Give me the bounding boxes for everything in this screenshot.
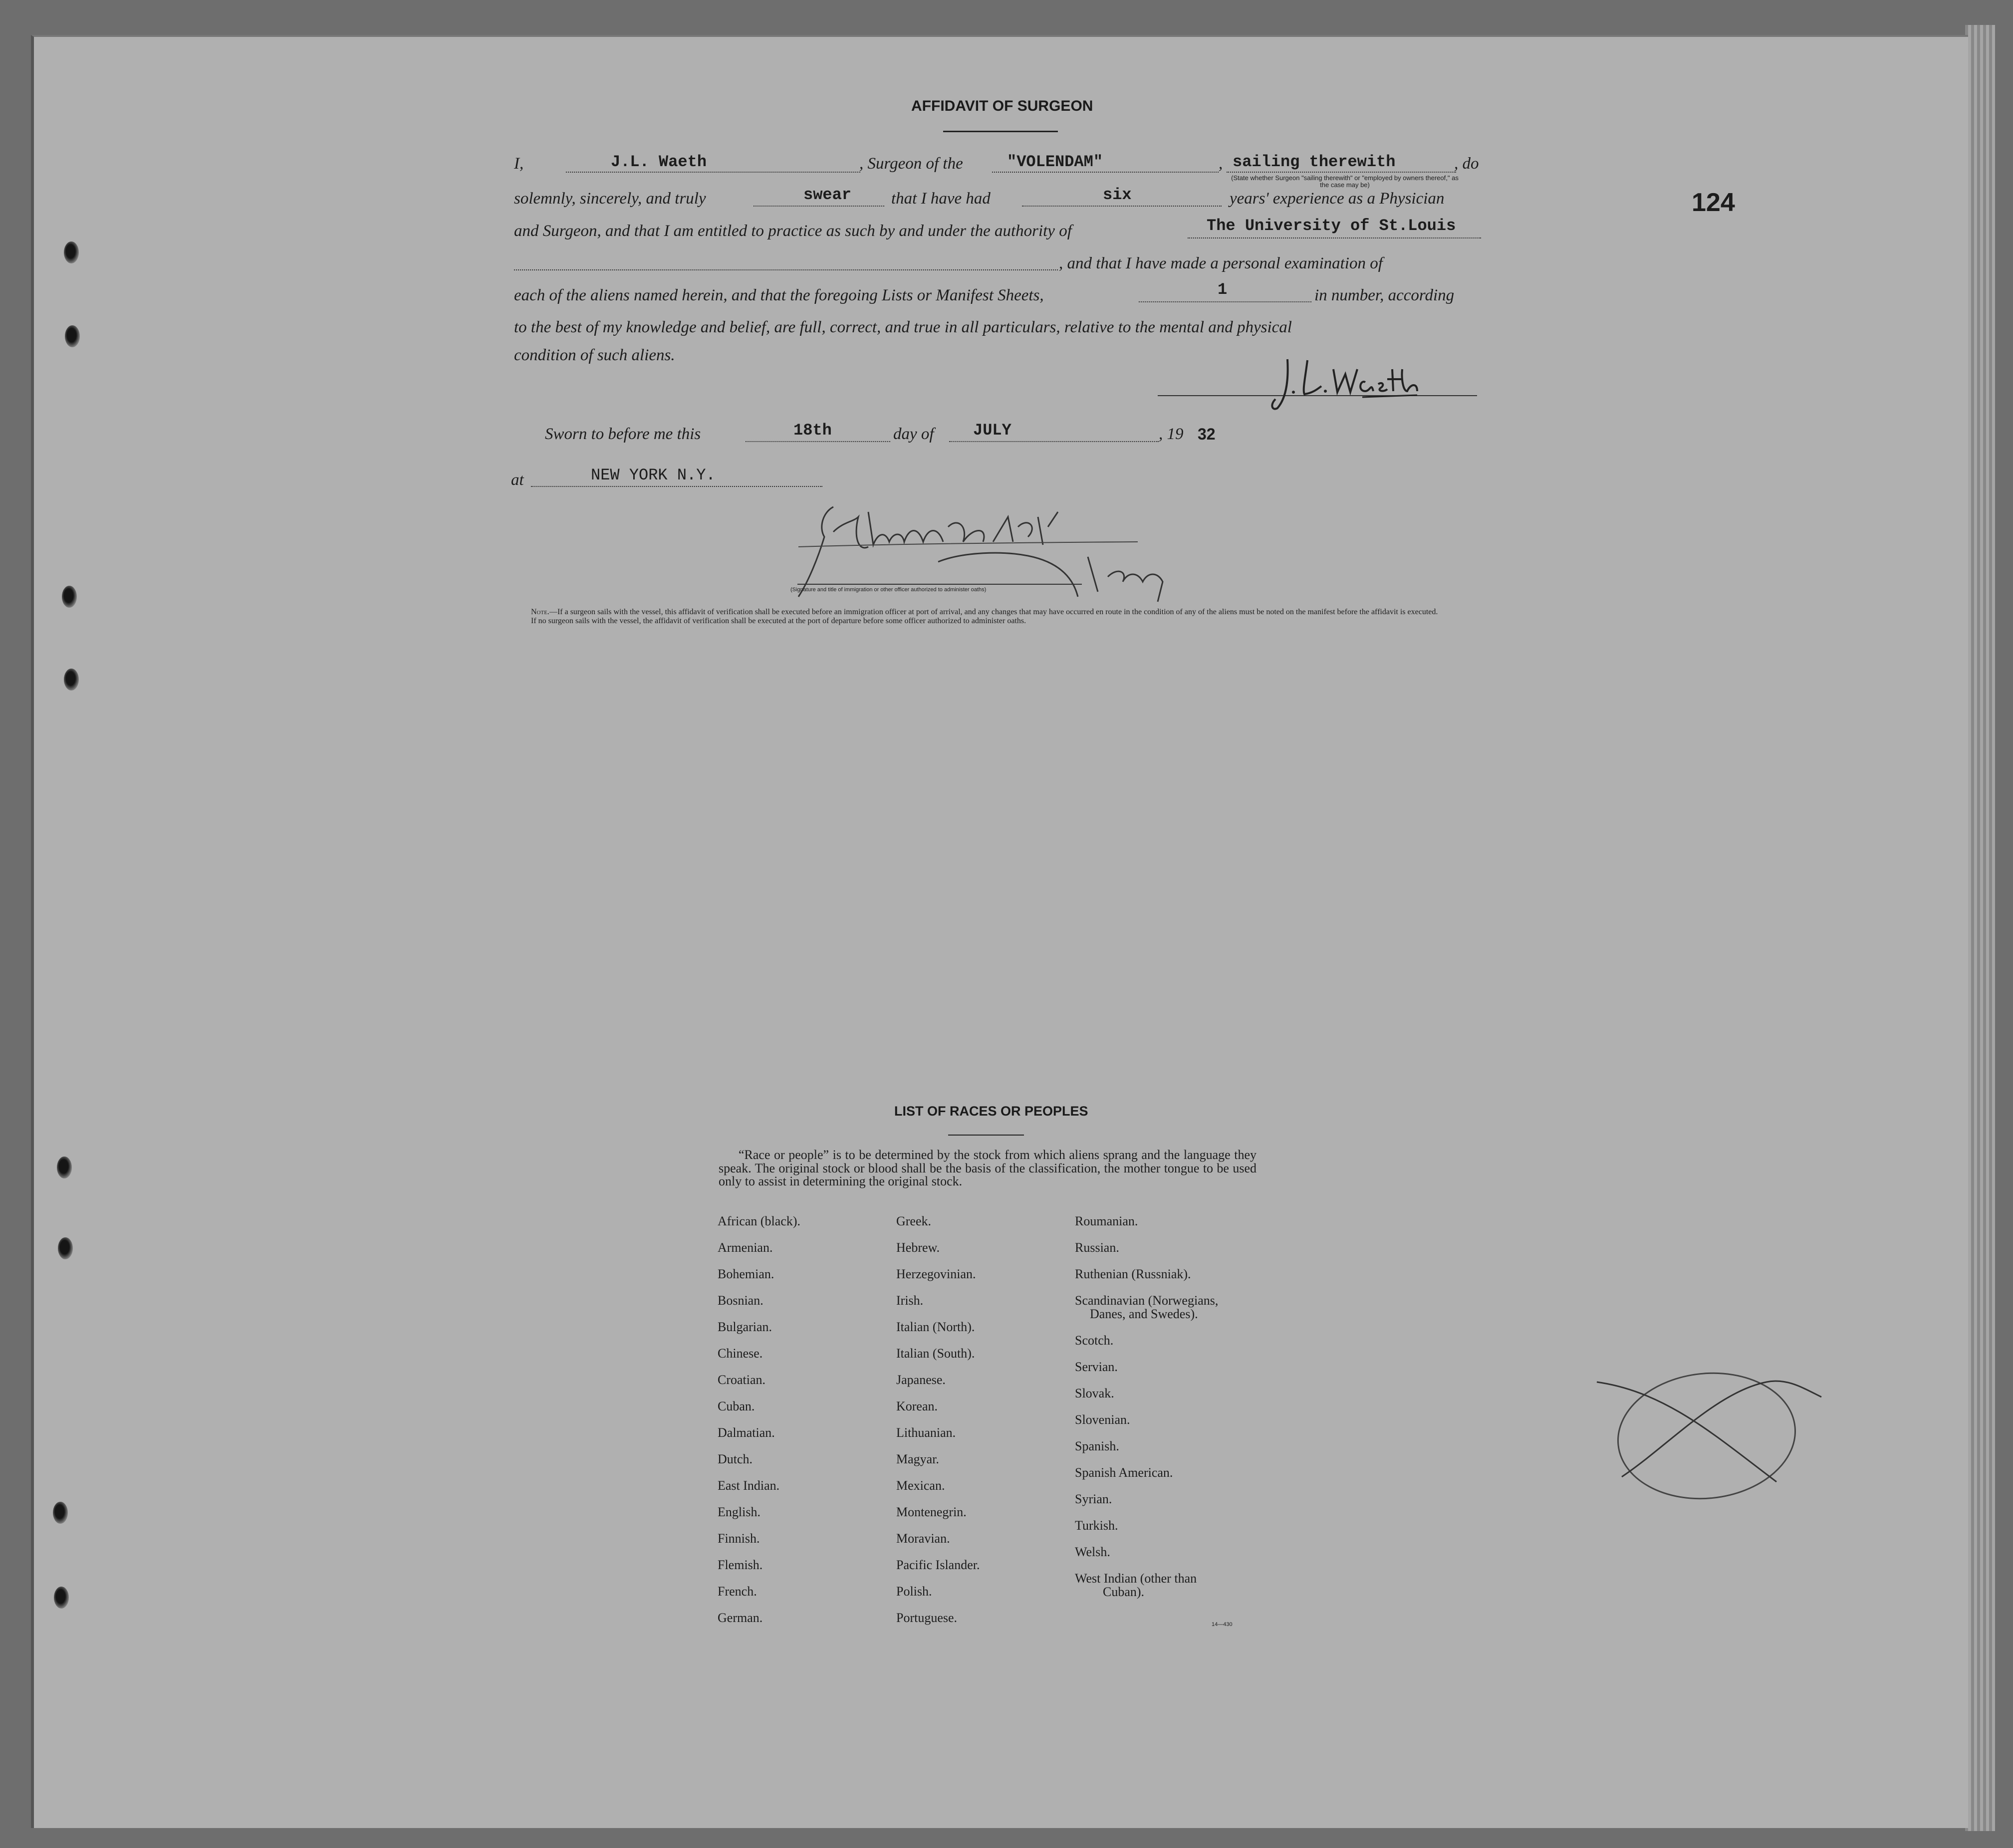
binder-hole — [65, 325, 80, 347]
sworn-place: NEW YORK N.Y. — [591, 466, 716, 484]
note-text-2: If no surgeon sails with the vessel, the affidavit of verification shall be executed at the port of departure before some officer authorized to administer oaths. — [531, 617, 1026, 626]
race-item: African (black). — [718, 1214, 801, 1228]
years-experience: six — [1103, 186, 1132, 204]
races-column-1 — [718, 1214, 800, 1637]
text: years' experience as a Physician — [1230, 190, 1445, 208]
race-item: Slovak. — [1075, 1386, 1114, 1400]
race-item: Portuguese. — [896, 1611, 958, 1625]
binder-hole — [62, 586, 77, 608]
race-item: Armenian. — [718, 1240, 773, 1255]
races-column-2 — [896, 1214, 980, 1637]
race-item: East Indian. — [718, 1478, 780, 1493]
race-item: Korean. — [896, 1399, 938, 1413]
fill-line — [1022, 206, 1222, 207]
race-item: Finnish. — [718, 1531, 760, 1546]
race-item: Servian. — [1075, 1360, 1118, 1374]
race-item: Bohemian. — [718, 1267, 774, 1281]
fill-line — [1139, 301, 1311, 302]
text: in number, according — [1314, 286, 1455, 304]
manifest-sheet-count: 1 — [1218, 280, 1228, 299]
race-item: English. — [718, 1505, 760, 1519]
fill-line — [531, 486, 822, 487]
race-item: Scandinavian (Norwegians, — [1075, 1293, 1219, 1308]
text: to the best of my knowledge and belief, are full, correct, and true in all particulars, relative to the mental and physical — [514, 318, 1292, 336]
race-item: Mexican. — [896, 1478, 945, 1493]
capacity-note: (State whether Surgeon "sailing therewith" or "employed by owners thereof," as the case may be) — [1231, 174, 1459, 189]
text: day of — [893, 425, 934, 443]
form-number: 14—430 — [1212, 1621, 1233, 1627]
race-item: West Indian (other than — [1075, 1571, 1197, 1586]
race-item: Dutch. — [718, 1452, 753, 1466]
race-item: Bulgarian. — [718, 1320, 772, 1334]
race-item: Slovenian. — [1075, 1412, 1130, 1427]
text: , and that I have made a personal examination of — [1059, 254, 1383, 272]
race-item: Moravian. — [896, 1531, 950, 1546]
race-item: Dalmatian. — [718, 1425, 775, 1440]
text: and Surgeon, and that I am entitled to practice as such by and under the authority of — [514, 222, 1072, 240]
surgeon-capacity: sailing therewith — [1233, 153, 1396, 171]
binder-hole — [58, 1237, 73, 1259]
race-item: Spanish American. — [1075, 1465, 1173, 1480]
surgeon-name: J.L. Waeth — [611, 153, 707, 171]
surgeon-signature — [1267, 349, 1437, 414]
race-item: Turkish. — [1075, 1518, 1118, 1533]
race-item: Herzegovinian. — [896, 1267, 976, 1281]
race-item: Montenegrin. — [896, 1505, 967, 1519]
sworn-year: 32 — [1198, 425, 1216, 443]
note-block — [511, 608, 1479, 626]
note-lead: Note. — [531, 608, 549, 616]
race-item: Syrian. — [1075, 1492, 1112, 1506]
race-item: Chinese. — [718, 1346, 763, 1361]
race-item: Pacific Islander. — [896, 1558, 980, 1572]
text: , Surgeon of the — [859, 155, 963, 173]
races-title: LIST OF RACES OR PEOPLES — [894, 1104, 1088, 1119]
binder-hole — [54, 1587, 69, 1609]
sworn-day: 18th — [793, 421, 832, 440]
race-item: Bosnian. — [718, 1293, 763, 1308]
text: solemnly, sincerely, and truly — [514, 190, 706, 208]
race-item: Danes, and Swedes). — [1090, 1307, 1198, 1321]
fill-line — [949, 441, 1159, 442]
oath-type: swear — [803, 186, 852, 204]
text: at — [511, 471, 524, 489]
race-item: Croatian. — [718, 1373, 766, 1387]
binder-hole — [53, 1502, 68, 1524]
fill-line — [992, 172, 1219, 173]
race-item: Polish. — [896, 1584, 932, 1599]
vessel-name: "VOLENDAM" — [1007, 153, 1103, 171]
text: condition of such aliens. — [514, 346, 675, 364]
page-stack-edge — [1965, 25, 1995, 1831]
affidavit-title: AFFIDAVIT OF SURGEON — [911, 98, 1093, 114]
race-item: Italian (South). — [896, 1346, 975, 1361]
page-number: 124 — [1692, 188, 1735, 217]
fill-line — [1227, 172, 1456, 173]
race-item: Ruthenian (Russniak). — [1075, 1267, 1191, 1281]
sworn-month: JULY — [973, 421, 1011, 440]
officer-caption: (Signature and title of immigration or other officer authorized to administer oaths) — [790, 587, 987, 593]
text: Sworn to before me this — [545, 425, 701, 443]
race-item: Russian. — [1075, 1240, 1119, 1255]
pencil-cross-mark — [1587, 1362, 1836, 1512]
races-title-underline — [948, 1135, 1024, 1136]
race-item: Welsh. — [1075, 1545, 1110, 1559]
race-item: Scotch. — [1075, 1333, 1114, 1348]
race-item: Greek. — [896, 1214, 932, 1228]
binder-hole — [64, 241, 79, 263]
race-item: Magyar. — [896, 1452, 939, 1466]
binder-hole — [64, 669, 79, 691]
text: I, — [514, 155, 524, 173]
race-item: Irish. — [896, 1293, 924, 1308]
race-item: French. — [718, 1584, 757, 1599]
race-item: Hebrew. — [896, 1240, 940, 1255]
note-text-1: —If a surgeon sails with the vessel, this affidavit of verification shall be executed before an immigration officer at port of arrival, and any changes that may have occurred en route in the condition of any of the aliens must be noted on the manifest before the affidavit is executed. — [549, 608, 1438, 616]
race-item: Spanish. — [1075, 1439, 1119, 1453]
race-item: Japanese. — [896, 1373, 946, 1387]
race-item: Cuban. — [718, 1399, 755, 1413]
fill-line — [1188, 237, 1481, 238]
fill-line — [514, 269, 1058, 270]
fill-line — [754, 206, 884, 207]
text: , 19 — [1159, 425, 1184, 443]
race-item: Cuban). — [1103, 1585, 1145, 1599]
text: each of the aliens named herein, and that the foregoing Lists or Manifest Sheets, — [514, 286, 1044, 304]
races-column-3 — [1075, 1214, 1218, 1612]
text: , do — [1454, 155, 1479, 173]
title-underline — [943, 131, 1058, 132]
fill-line — [566, 172, 860, 173]
race-item: Italian (North). — [896, 1320, 975, 1334]
race-item: German. — [718, 1611, 763, 1625]
race-item: Roumanian. — [1075, 1214, 1138, 1228]
text: , — [1219, 155, 1223, 173]
race-item: Flemish. — [718, 1558, 763, 1572]
fill-line — [746, 441, 890, 442]
text: that I have had — [891, 190, 991, 208]
binder-hole — [57, 1156, 72, 1178]
race-item: Lithuanian. — [896, 1425, 956, 1440]
licensing-authority: The University of St.Louis — [1207, 217, 1456, 235]
officer-signature-line — [797, 584, 1082, 585]
races-intro: “Race or people” is to be determined by the stock from which aliens sprang and the language they speak. The original stock or blood shall be the basis of the classification, the mother tongue to be used only to assist in determining the original stock. — [719, 1148, 1257, 1189]
